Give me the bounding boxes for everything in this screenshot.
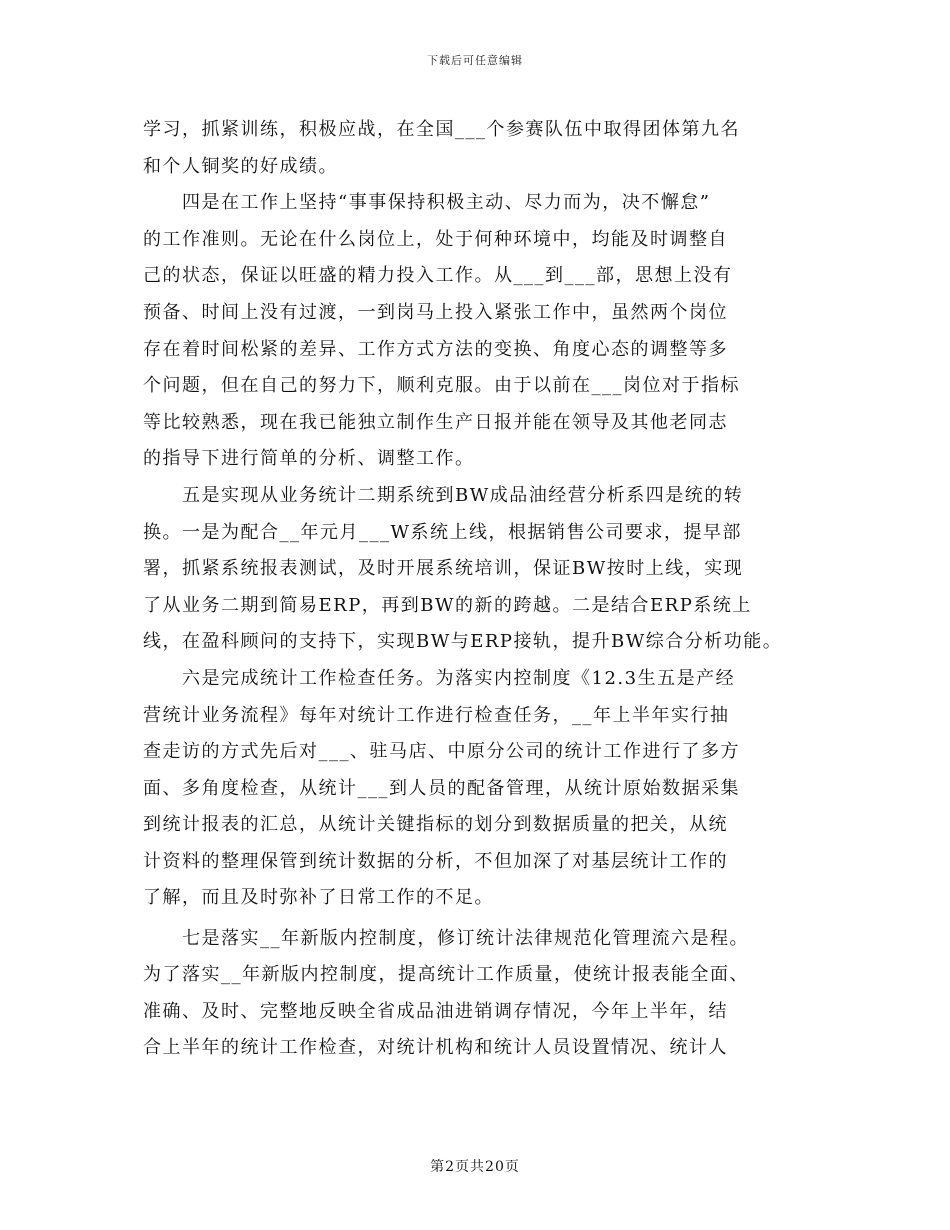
text-line: 到统计报表的汇总，从统计关键指标的划分到数据质量的把关，从统 — [143, 814, 728, 836]
text-line: 的指导下进行简单的分析、调整工作。 — [143, 448, 475, 470]
page-header: 下载后可任意编辑 — [427, 54, 523, 67]
text-line: 七是落实__年新版内控制度，修订统计法律规范化管理流六是程。 — [143, 927, 749, 949]
text-line: 了解，而且及时弥补了日常工作的不足。 — [143, 887, 494, 909]
text-line: 线，在盈科顾问的支持下，实现BW与ERP接轨，提升BW综合分析功能。 — [143, 631, 783, 653]
text-line: 五是实现从业务统计二期系统到BW成品油经营分析系四是统的转 — [143, 484, 744, 506]
text-line: 为了落实__年新版内控制度，提高统计工作质量，使统计报表能全面、 — [143, 964, 749, 986]
text-line: 准确、及时、完整地反映全省成品油进销调存情况，今年上半年，结 — [143, 1000, 728, 1022]
text-line: 营统计业务流程》每年对统计工作进行检查任务，__年上半年实行抽 — [143, 704, 730, 726]
text-line: 个问题，但在自己的努力下，顺利克服。由于以前在___岗位对于指标 — [143, 375, 740, 397]
text-line: 和个人铜奖的好成绩。 — [143, 155, 338, 177]
text-line: 存在着时间松紧的差异、工作方式方法的变换、角度心态的调整等多 — [143, 338, 728, 360]
text-line: 署，抓紧系统报表测试，及时开展系统培训，保证BW按时上线，实现 — [143, 558, 744, 580]
text-line: 六是完成统计工作检查任务。为落实内控制度《12.3生五是产经 — [143, 667, 736, 689]
text-line: 学习，抓紧训练，积极应战，在全国___个参赛队伍中取得团体第九名 — [143, 119, 740, 140]
text-line: 了从业务二期到简易ERP，再到BW的新的跨越。二是结合ERP系统上 — [143, 594, 752, 616]
text-line: 合上半年的统计工作检查，对统计机构和统计人员设置情况、统计人 — [143, 1037, 728, 1059]
text-line: 等比较熟悉，现在我已能独立制作生产日报并能在领导及其他老同志 — [143, 411, 728, 433]
text-line: 查走访的方式先后对___、驻马店、中原分公司的统计工作进行了多方 — [143, 741, 740, 763]
text-line: 换。一是为配合__年元月___W系统上线，根据销售公司要求，提早部 — [143, 521, 742, 543]
page-number: 第2页共20页 — [430, 1159, 520, 1175]
text-line: 己的状态，保证以旺盛的精力投入工作。从___到___部，思想上没有 — [143, 265, 733, 287]
text-line: 计资料的整理保管到统计数据的分析，不但加深了对基层统计工作的 — [143, 850, 728, 872]
text-line: 面、多角度检查，从统计___到人员的配备管理，从统计原始数据采集 — [143, 777, 740, 799]
text-line: 四是在工作上坚持“事事保持积极主动、尽力而为，决不懈怠” — [143, 192, 711, 214]
document-body — [143, 112, 833, 1067]
text-line: 预备、时间上没有过渡，一到岗马上投入紧张工作中，虽然两个岗位 — [143, 301, 728, 323]
text-line: 的工作准则。无论在什么岗位上，处于何种环境中，均能及时调整自 — [143, 228, 728, 250]
